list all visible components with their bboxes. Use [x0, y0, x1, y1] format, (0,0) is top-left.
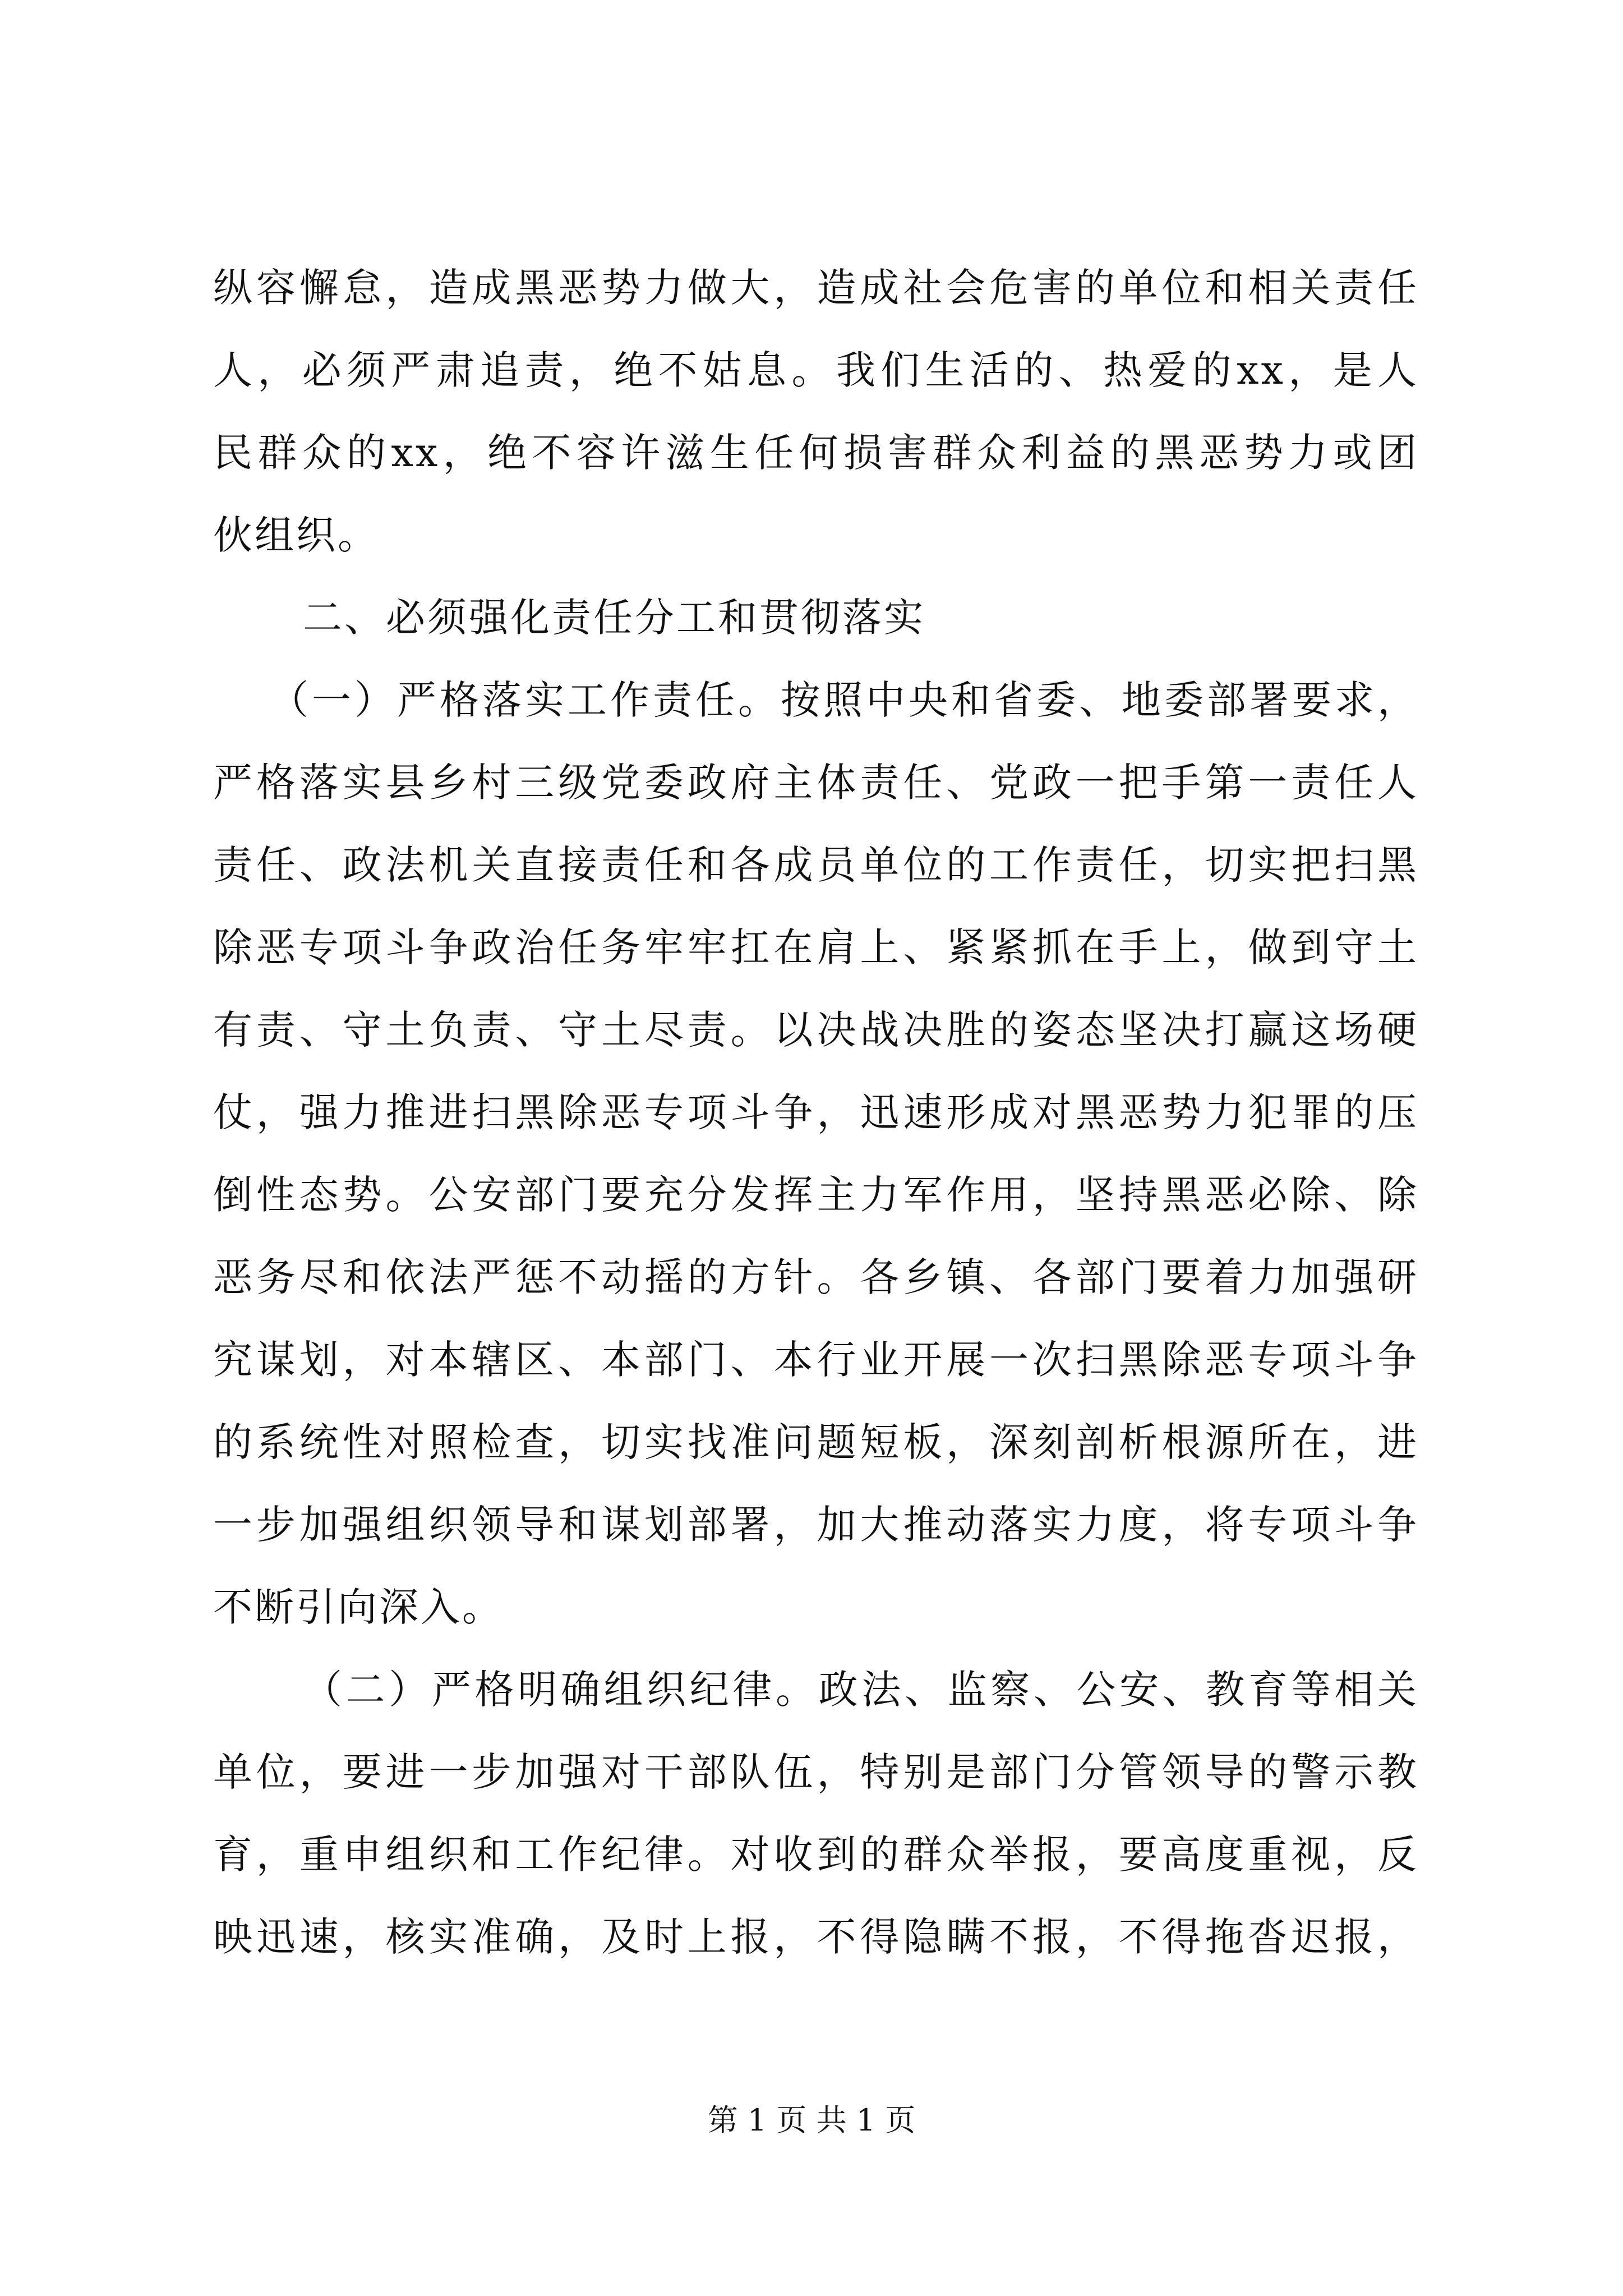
text-line: 人，必须严肃追责，绝不姑息。我们生活的、热爱的xx，是人: [213, 347, 1419, 393]
text-line: 有责、守土负责、守土尽责。以决战决胜的姿态坚决打赢这场硬: [213, 1007, 1419, 1053]
text-line: 民群众的xx，绝不容许滋生任何损害群众利益的黑恶势力或团: [213, 430, 1419, 476]
text-line: 一步加强组织领导和谋划部署，加大推动落实力度，将专项斗争: [213, 1502, 1419, 1548]
text-line: 严格落实县乡村三级党委政府主体责任、党政一把手第一责任人: [213, 760, 1419, 806]
text-line: 映迅速，核实准确，及时上报，不得隐瞒不报，不得拖沓迟报，: [213, 1914, 1419, 1960]
text-line: （一）严格落实工作责任。按照中央和省委、地委部署要求，: [269, 677, 1419, 723]
text-line: 倒性态势。公安部门要充分发挥主力军作用，坚持黑恶必除、除: [213, 1172, 1419, 1218]
text-line: 不断引向深入。: [213, 1584, 504, 1630]
text-line: 育，重申组织和工作纪律。对收到的群众举报，要高度重视，反: [213, 1832, 1419, 1878]
text-line: 责任、政法机关直接责任和各成员单位的工作责任，切实把扫黑: [213, 842, 1419, 888]
text-line: 伙组织。: [213, 512, 379, 558]
section-heading: 二、必须强化责任分工和贯彻落实: [303, 595, 925, 641]
text-line: 单位，要进一步加强对干部队伍，特别是部门分管领导的警示教: [213, 1749, 1419, 1795]
text-line: 究谋划，对本辖区、本部门、本行业开展一次扫黑除恶专项斗争: [213, 1337, 1419, 1383]
page-footer: 第 1 页 共 1 页: [707, 2102, 916, 2138]
text-line: 恶务尽和依法严惩不动摇的方针。各乡镇、各部门要着力加强研: [213, 1254, 1419, 1300]
text-line: 除恶专项斗争政治任务牢牢扛在肩上、紧紧抓在手上，做到守土: [213, 924, 1419, 970]
text-line: 仗，强力推进扫黑除恶专项斗争，迅速形成对黑恶势力犯罪的压: [213, 1089, 1419, 1135]
text-line: 的系统性对照检查，切实找准问题短板，深刻剖析根源所在，进: [213, 1419, 1419, 1465]
text-line: 纵容懈怠，造成黑恶势力做大，造成社会危害的单位和相关责任: [213, 265, 1419, 311]
text-line: （二）严格明确组织纪律。政法、监察、公安、教育等相关: [303, 1667, 1419, 1713]
document-body: [213, 247, 1419, 1978]
